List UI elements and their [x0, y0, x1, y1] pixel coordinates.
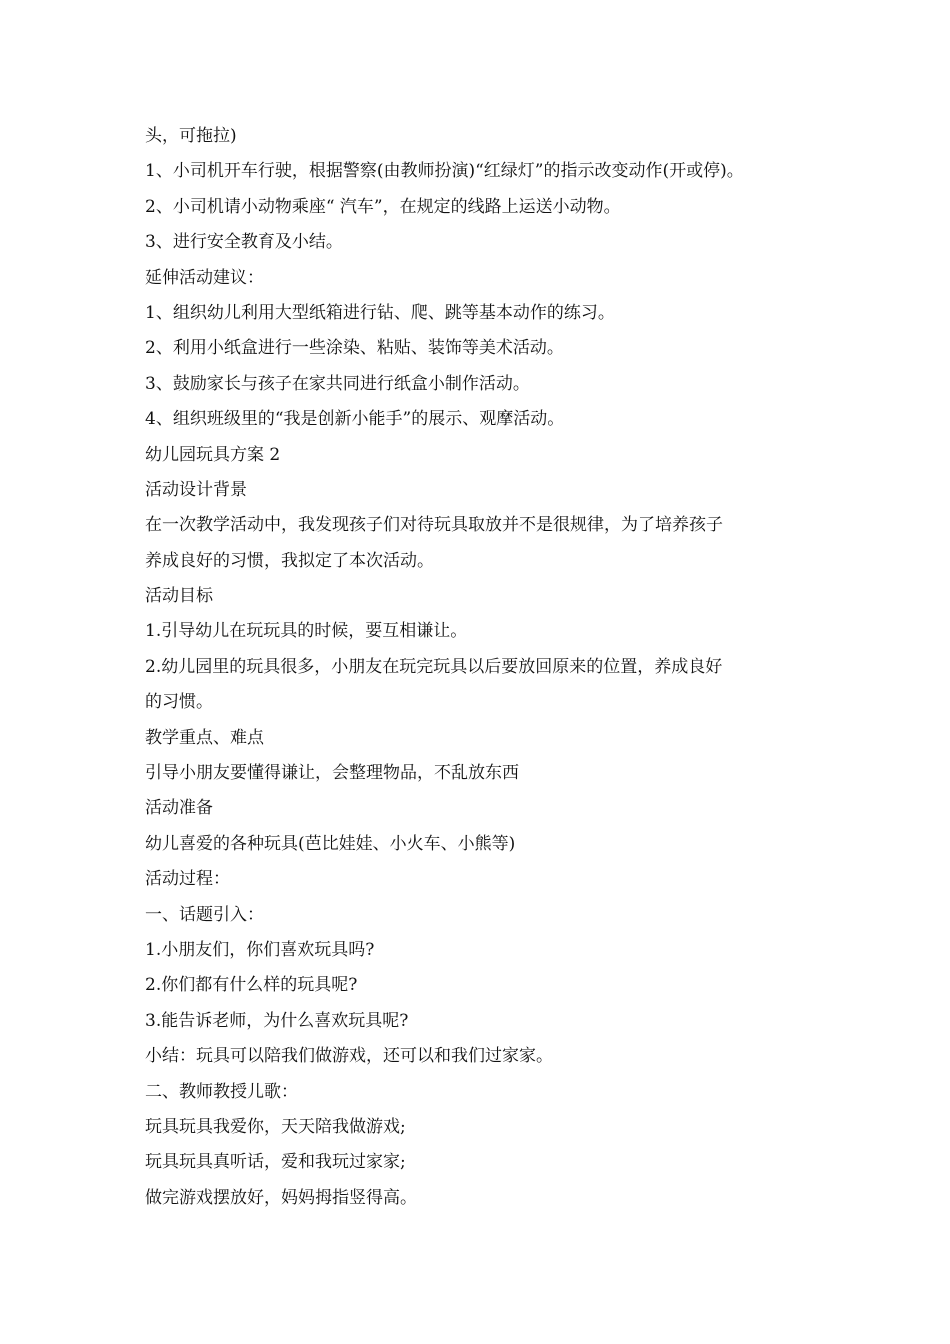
text-line: 1.小朋友们，你们喜欢玩具吗? — [145, 939, 375, 960]
text-line: 二、教师教授儿歌： — [145, 1081, 298, 1102]
section-heading: 延伸活动建议： — [145, 267, 264, 288]
section-heading: 教学重点、难点 — [145, 727, 264, 748]
text-line: 2.你们都有什么样的玩具呢? — [145, 975, 358, 996]
text-line: 3、鼓励家长与孩子在家共同进行纸盒小制作活动。 — [145, 373, 530, 394]
text-line: 做完游戏摆放好，妈妈拇指竖得高。 — [145, 1187, 417, 1208]
text-line: 2、利用小纸盒进行一些涂染、粘贴、装饰等美术活动。 — [145, 338, 564, 359]
text-line: 引导小朋友要懂得谦让，会整理物品，不乱放东西 — [145, 763, 519, 784]
text-line: 幼儿喜爱的各种玩具(芭比娃娃、小火车、小熊等) — [145, 833, 516, 854]
text-line: 的习惯。 — [145, 692, 213, 713]
text-line: 玩具玩具真听话，爱和我玩过家家; — [145, 1152, 406, 1173]
section-heading: 活动过程： — [145, 869, 230, 890]
section-heading: 活动设计背景 — [145, 479, 247, 500]
text-line: 2、小司机请小动物乘座“ 汽车”，在规定的线路上运送小动物。 — [145, 196, 621, 217]
text-line: 3.能告诉老师，为什么喜欢玩具呢? — [145, 1010, 409, 1031]
text-line: 养成良好的习惯，我拟定了本次活动。 — [145, 550, 434, 571]
document-title: 幼儿园玩具方案 2 — [145, 444, 281, 465]
document-body — [145, 119, 825, 1216]
text-line: 在一次教学活动中，我发现孩子们对待玩具取放并不是很规律，为了培养孩子 — [145, 515, 723, 536]
text-line: 头，可拖拉) — [145, 126, 237, 146]
text-line: 4、组织班级里的“我是创新小能手”的展示、观摩活动。 — [145, 409, 565, 430]
text-line: 1、小司机开车行驶，根据警察(由教师扮演)“红绿灯”的指示改变动作(开或停)。 — [145, 161, 744, 182]
text-line: 3、进行安全教育及小结。 — [145, 232, 343, 253]
text-line: 玩具玩具我爱你，天天陪我做游戏; — [145, 1116, 406, 1137]
text-line: 2.幼儿园里的玩具很多，小朋友在玩完玩具以后要放回原来的位置，养成良好 — [145, 656, 723, 677]
section-heading: 活动目标 — [145, 586, 213, 607]
text-line: 小结：玩具可以陪我们做游戏，还可以和我们过家家。 — [145, 1046, 553, 1067]
text-line: 1、组织幼儿利用大型纸箱进行钻、爬、跳等基本动作的练习。 — [145, 302, 615, 323]
text-line: 1.引导幼儿在玩玩具的时候，要互相谦让。 — [145, 621, 468, 642]
section-heading: 活动准备 — [145, 798, 213, 819]
text-line: 一、话题引入： — [145, 904, 264, 925]
